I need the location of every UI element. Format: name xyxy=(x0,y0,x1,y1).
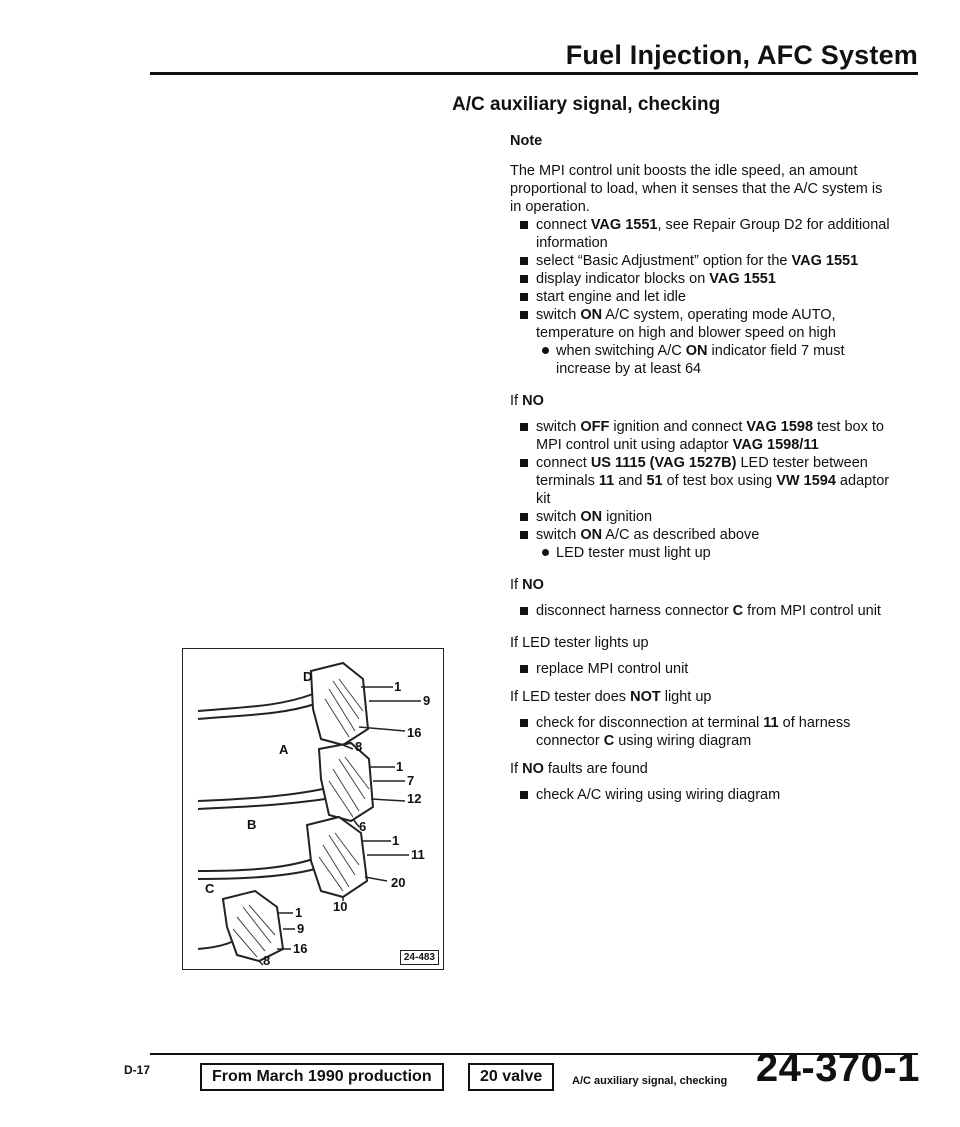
pin-label: 6 xyxy=(359,819,367,834)
pin-label: 11 xyxy=(411,847,425,862)
connector-label-c: C xyxy=(205,881,215,896)
note-text: The MPI control unit boosts the idle speed, an amount proportional to load, when it senses that the A/C system is in operation. xyxy=(510,163,883,215)
step-list xyxy=(510,714,890,750)
header-title: Fuel Injection, AFC System xyxy=(565,40,918,70)
pin-label: 7 xyxy=(407,773,415,788)
header-divider xyxy=(150,72,918,75)
step-list xyxy=(510,602,890,620)
valve-badge: 20 valve xyxy=(468,1063,554,1091)
pin-label: 16 xyxy=(407,725,422,740)
section-heading: A/C auxiliary signal, checking xyxy=(452,94,721,115)
list-item: start engine and let idle xyxy=(520,288,890,306)
connector-label-a: A xyxy=(279,742,289,757)
pin-label: 12 xyxy=(407,791,422,806)
list-item: check A/C wiring using wiring diagram xyxy=(520,786,890,804)
connector-diagram xyxy=(182,648,444,970)
pin-label: 1 xyxy=(394,679,402,694)
condition-led-lights-up: If LED tester lights up xyxy=(510,635,649,651)
page-number: 24-370-1 xyxy=(755,1046,920,1090)
footer-code: D-17 xyxy=(124,1063,151,1077)
pin-label: 1 xyxy=(295,905,303,920)
list-item: connect US 1115 (VAG 1527B) LED tester between terminals 11 and 51 of test box using VW 1594 adaptor kit xyxy=(520,454,890,508)
sub-list-item: when switching A/C ON indicator field 7 must increase by at least 64 xyxy=(542,342,890,378)
pin-label: 8 xyxy=(355,739,363,754)
list-item: connect VAG 1551, see Repair Group D2 for additional information xyxy=(520,216,890,252)
pin-label: 8 xyxy=(263,953,271,968)
condition-no-faults: If NO faults are found xyxy=(510,761,648,777)
step-list xyxy=(510,418,890,562)
pin-label: 1 xyxy=(396,759,404,774)
pin-label: 20 xyxy=(391,875,406,890)
pin-label: 16 xyxy=(293,941,308,956)
sub-list-item: LED tester must light up xyxy=(542,544,890,562)
pin-label: 9 xyxy=(423,693,431,708)
procedure-content xyxy=(510,132,890,818)
condition-if-no: If NO xyxy=(510,393,544,409)
step-list xyxy=(510,660,890,678)
sub-list xyxy=(536,342,890,378)
list-item: disconnect harness connector C from MPI control unit xyxy=(520,602,890,620)
list-item: switch ON ignition xyxy=(520,508,890,526)
list-item: check for disconnection at terminal 11 of harness connector C using wiring diagram xyxy=(520,714,890,750)
list-item: switch ON A/C as described above LED tester must light up xyxy=(520,526,890,562)
pin-label: 1 xyxy=(392,833,400,848)
connector-label-b: B xyxy=(247,817,257,832)
pin-label: 10 xyxy=(333,899,348,914)
note-label: Note xyxy=(510,133,543,149)
footer-caption: A/C auxiliary signal, checking xyxy=(572,1075,728,1087)
figure-code: 24-483 xyxy=(400,950,439,965)
production-badge: From March 1990 production xyxy=(200,1063,444,1091)
sub-list xyxy=(536,544,890,562)
step-list xyxy=(510,786,890,804)
list-item: switch ON A/C system, operating mode AUTO, temperature on high and blower speed on high when switching A/C ON indicator field 7 must increase by at least 64 xyxy=(520,306,890,378)
connector-label-d: D xyxy=(303,669,313,684)
connector-illustration xyxy=(183,649,442,968)
pin-label: 9 xyxy=(297,921,305,936)
list-item: select “Basic Adjustment” option for the VAG 1551 xyxy=(520,252,890,270)
list-item: replace MPI control unit xyxy=(520,660,890,678)
condition-led-not-light: If LED tester does NOT light up xyxy=(510,689,712,705)
list-item: switch OFF ignition and connect VAG 1598 test box to MPI control unit using adaptor VAG 1598/11 xyxy=(520,418,890,454)
condition-if-no: If NO xyxy=(510,577,544,593)
list-item: display indicator blocks on VAG 1551 xyxy=(520,270,890,288)
step-list xyxy=(510,216,890,378)
